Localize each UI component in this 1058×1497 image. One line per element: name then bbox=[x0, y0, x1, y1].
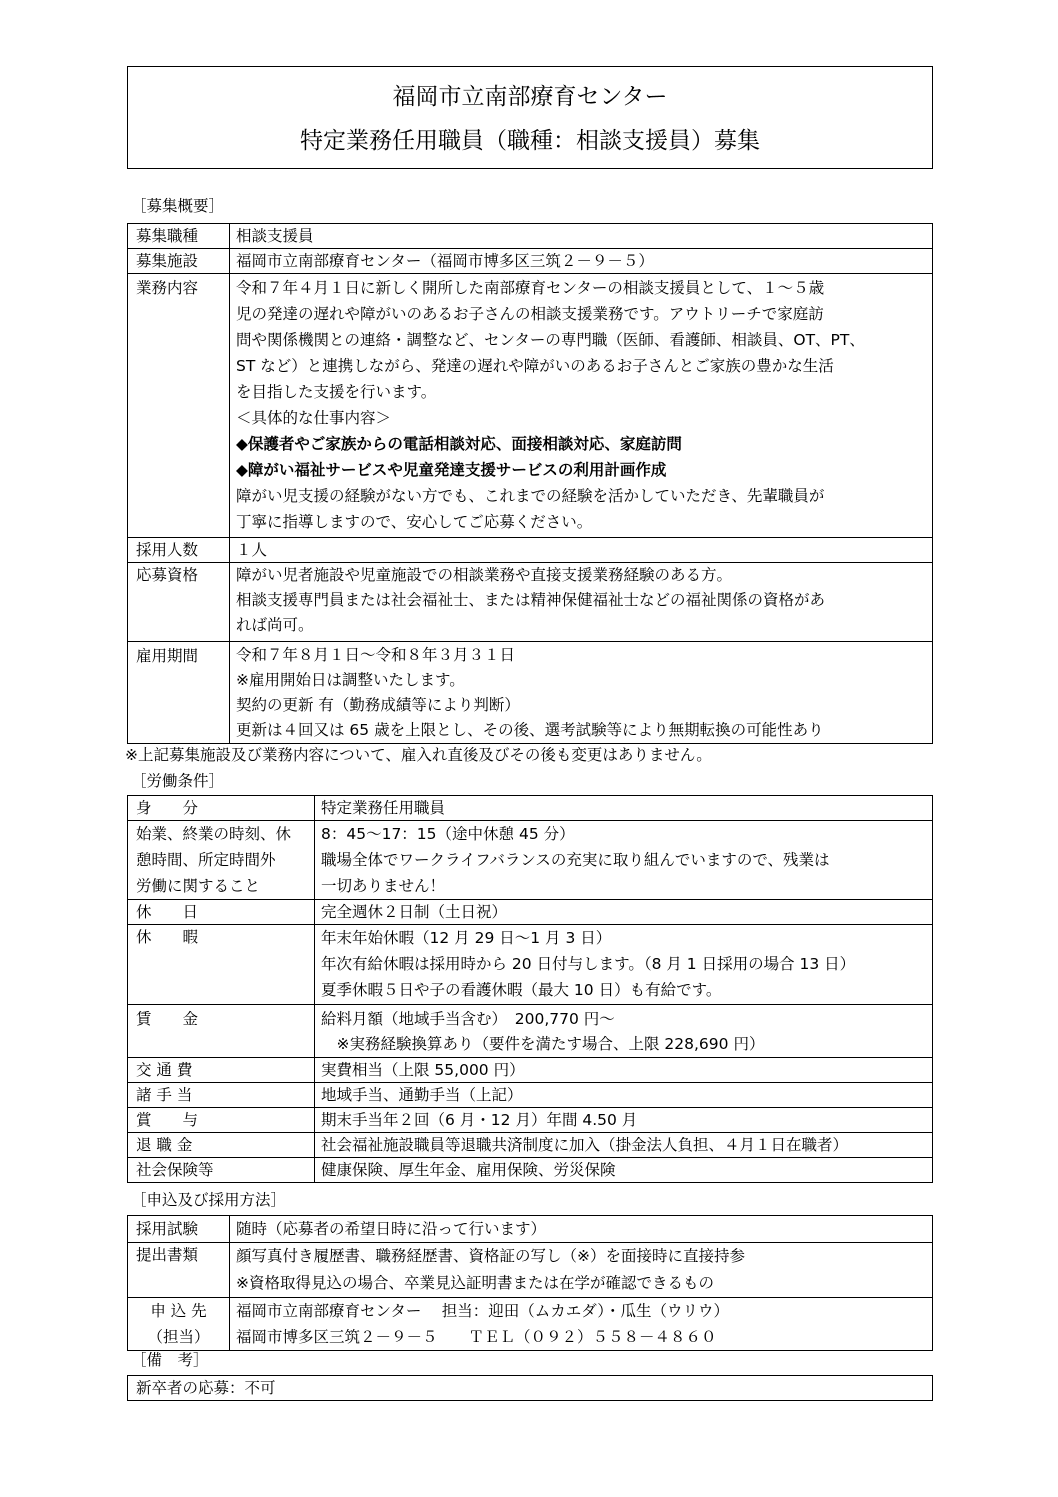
row-headcount bbox=[128, 538, 933, 563]
duties-line: 丁寧に指導しますので、安心してご応募ください。 bbox=[236, 513, 593, 531]
transport-value: 実費相当（上限 55,000 円） bbox=[315, 1058, 933, 1083]
remarks-table bbox=[127, 1375, 933, 1401]
documents-line: ※資格取得見込の場合、卒業見込証明書または在学が確認できるもの bbox=[236, 1274, 714, 1292]
contact-label-line: 申 込 先 bbox=[150, 1302, 207, 1320]
qualification-line: 相談支援専門員または社会福祉士、または精神保健福祉士などの福祉関係の資格があ bbox=[236, 591, 826, 609]
title-box bbox=[127, 66, 933, 169]
overview-note: ※上記募集施設及び業務内容について、雇入れ直後及びその後も変更はありません。 bbox=[125, 746, 712, 764]
overview-table bbox=[127, 223, 933, 744]
row-documents bbox=[128, 1243, 933, 1298]
row-duties bbox=[128, 274, 933, 538]
holidays-label: 休 日 bbox=[128, 900, 315, 925]
duties-task-consultation: ◆保護者やご家族からの電話相談対応、面接相談対応、家庭訪問 bbox=[236, 435, 682, 453]
facility-label: 募集施設 bbox=[128, 249, 230, 274]
hours-line: 一切ありません！ bbox=[321, 877, 446, 895]
period-line: 令和７年８月１日～令和８年３月３１日 bbox=[236, 646, 516, 664]
row-job-type bbox=[128, 224, 933, 249]
duties-line: 児の発達の遅れや障がいのあるお子さんの相談支援業務です。アウトリーチで家庭訪 bbox=[236, 305, 824, 323]
contact-label-line: （担当） bbox=[147, 1328, 210, 1346]
documents-value bbox=[230, 1243, 933, 1298]
row-hours bbox=[128, 821, 933, 900]
section-conditions-label: ［労働条件］ bbox=[131, 772, 225, 790]
duties-subheading: ＜具体的な仕事内容＞ bbox=[236, 409, 392, 427]
documents-line: 顔写真付き履歴書、職務経歴書、資格証の写し（※）を面接時に直接持参 bbox=[236, 1247, 745, 1265]
retirement-value: 社会福祉施設職員等退職共済制度に加入（掛金法人負担、４月１日在職者） bbox=[315, 1133, 933, 1158]
status-label: 身 分 bbox=[128, 796, 315, 821]
row-status bbox=[128, 796, 933, 821]
row-leave bbox=[128, 925, 933, 1005]
qualification-value bbox=[230, 563, 933, 642]
leave-line: 年次有給休暇は採用時から 20 日付与します。（8 月 1 日採用の場合 13 日） bbox=[321, 955, 856, 973]
contact-label bbox=[128, 1298, 230, 1351]
bonus-label: 賞 与 bbox=[128, 1108, 315, 1133]
period-value bbox=[230, 642, 933, 744]
row-allowance bbox=[128, 1083, 933, 1108]
allowance-label: 諸 手 当 bbox=[128, 1083, 315, 1108]
exam-label: 採用試験 bbox=[128, 1216, 230, 1243]
allowance-value: 地域手当、通勤手当（上記） bbox=[315, 1083, 933, 1108]
hours-line: 職場全体でワークライフバランスの充実に取り組んでいますので、残業は bbox=[321, 851, 830, 869]
hours-label-line: 憩時間、所定時間外 bbox=[136, 851, 276, 869]
period-label: 雇用期間 bbox=[128, 642, 230, 744]
row-holidays bbox=[128, 900, 933, 925]
insurance-label: 社会保険等 bbox=[128, 1158, 315, 1183]
row-retirement bbox=[128, 1133, 933, 1158]
headcount-value: １人 bbox=[230, 538, 933, 563]
bonus-value: 期末手当年２回（6 月・12 月）年間 4.50 月 bbox=[315, 1108, 933, 1133]
duties-task-planning: ◆障がい福祉サービスや児童発達支援サービスの利用計画作成 bbox=[236, 461, 667, 479]
hours-label-line: 労働に関すること bbox=[136, 877, 261, 895]
transport-label: 交 通 費 bbox=[128, 1058, 315, 1083]
hours-value bbox=[315, 821, 933, 900]
headcount-label: 採用人数 bbox=[128, 538, 230, 563]
holidays-value: 完全週休２日制（土日祝） bbox=[315, 900, 933, 925]
duties-line: 問や関係機関との連絡・調整など、センターの専門職（医師、看護師、相談員、OT、PT、 bbox=[236, 331, 865, 349]
documents-label: 提出書類 bbox=[128, 1243, 230, 1298]
row-facility bbox=[128, 249, 933, 274]
row-insurance bbox=[128, 1158, 933, 1183]
period-line: ※雇用開始日は調整いたします。 bbox=[236, 671, 465, 689]
leave-label: 休 暇 bbox=[128, 925, 315, 1005]
period-line: 契約の更新 有（勤務成績等により判断） bbox=[236, 696, 520, 714]
wage-line: 給料月額（地域手当含む） 200,770 円～ bbox=[321, 1010, 615, 1028]
wage-value bbox=[315, 1005, 933, 1058]
qualification-label: 応募資格 bbox=[128, 563, 230, 642]
application-table bbox=[127, 1215, 933, 1351]
status-value: 特定業務任用職員 bbox=[315, 796, 933, 821]
duties-label: 業務内容 bbox=[128, 274, 230, 538]
facility-value: 福岡市立南部療育センター（福岡市博多区三筑２－９－５） bbox=[230, 249, 933, 274]
hours-line: 8：45～17：15（途中休憩 45 分） bbox=[321, 825, 575, 843]
exam-value: 随時（応募者の希望日時に沿って行います） bbox=[230, 1216, 933, 1243]
qualification-line: れば尚可。 bbox=[236, 616, 314, 634]
insurance-value: 健康保険、厚生年金、雇用保険、労災保険 bbox=[315, 1158, 933, 1183]
duties-line: ST など）と連携しながら、発達の遅れや障がいのあるお子さんとご家族の豊かな生活 bbox=[236, 357, 834, 375]
duties-value bbox=[230, 274, 933, 538]
row-qualification bbox=[128, 563, 933, 642]
row-exam bbox=[128, 1216, 933, 1243]
title-facility: 福岡市立南部療育センター bbox=[392, 84, 668, 110]
retirement-label: 退 職 金 bbox=[128, 1133, 315, 1158]
duties-line: 令和７年４月１日に新しく開所した南部療育センターの相談支援員として、１～５歳 bbox=[236, 279, 825, 297]
leave-line: 夏季休暇５日や子の看護休暇（最大 10 日）も有給です。 bbox=[321, 981, 722, 999]
duties-line: 障がい児支援の経験がない方でも、これまでの経験を活かしていただき、先輩職員が bbox=[236, 487, 825, 505]
conditions-table bbox=[127, 795, 933, 1183]
job-type-value: 相談支援員 bbox=[230, 224, 933, 249]
row-period bbox=[128, 642, 933, 744]
remarks-value: 新卒者の応募：不可 bbox=[128, 1376, 933, 1401]
row-contact bbox=[128, 1298, 933, 1351]
period-line: 更新は４回又は 65 歳を上限とし、その後、選考試験等により無期転換の可能性あり bbox=[236, 721, 824, 739]
row-bonus bbox=[128, 1108, 933, 1133]
leave-value bbox=[315, 925, 933, 1005]
section-remarks-label: ［備 考］ bbox=[131, 1351, 209, 1369]
hours-label-line: 始業、終業の時刻、休 bbox=[136, 825, 292, 843]
contact-line: 福岡市博多区三筑２－９－５ ＴＥＬ（０９２）５５８－４８６０ bbox=[236, 1328, 717, 1346]
qualification-line: 障がい児者施設や児童施設での相談業務や直接支援業務経験のある方。 bbox=[236, 566, 733, 584]
wage-label: 賃 金 bbox=[128, 1005, 315, 1058]
title-recruitment: 特定業務任用職員（職種：相談支援員）募集 bbox=[300, 128, 760, 154]
row-wage bbox=[128, 1005, 933, 1058]
job-type-label: 募集職種 bbox=[128, 224, 230, 249]
leave-line: 年末年始休暇（12 月 29 日～1 月 3 日） bbox=[321, 929, 612, 947]
row-transport bbox=[128, 1058, 933, 1083]
contact-line: 福岡市立南部療育センター 担当：迎田（ムカエダ）・瓜生（ウリウ） bbox=[236, 1302, 730, 1320]
section-overview-label: ［募集概要］ bbox=[131, 197, 225, 215]
contact-value bbox=[230, 1298, 933, 1351]
hours-label bbox=[128, 821, 315, 900]
wage-line: ※実務経験換算あり（要件を満たす場合、上限 228,690 円） bbox=[321, 1035, 765, 1053]
section-application-label: ［申込及び採用方法］ bbox=[131, 1191, 287, 1209]
duties-line: を目指した支援を行います。 bbox=[236, 383, 437, 401]
row-remarks bbox=[128, 1376, 933, 1401]
